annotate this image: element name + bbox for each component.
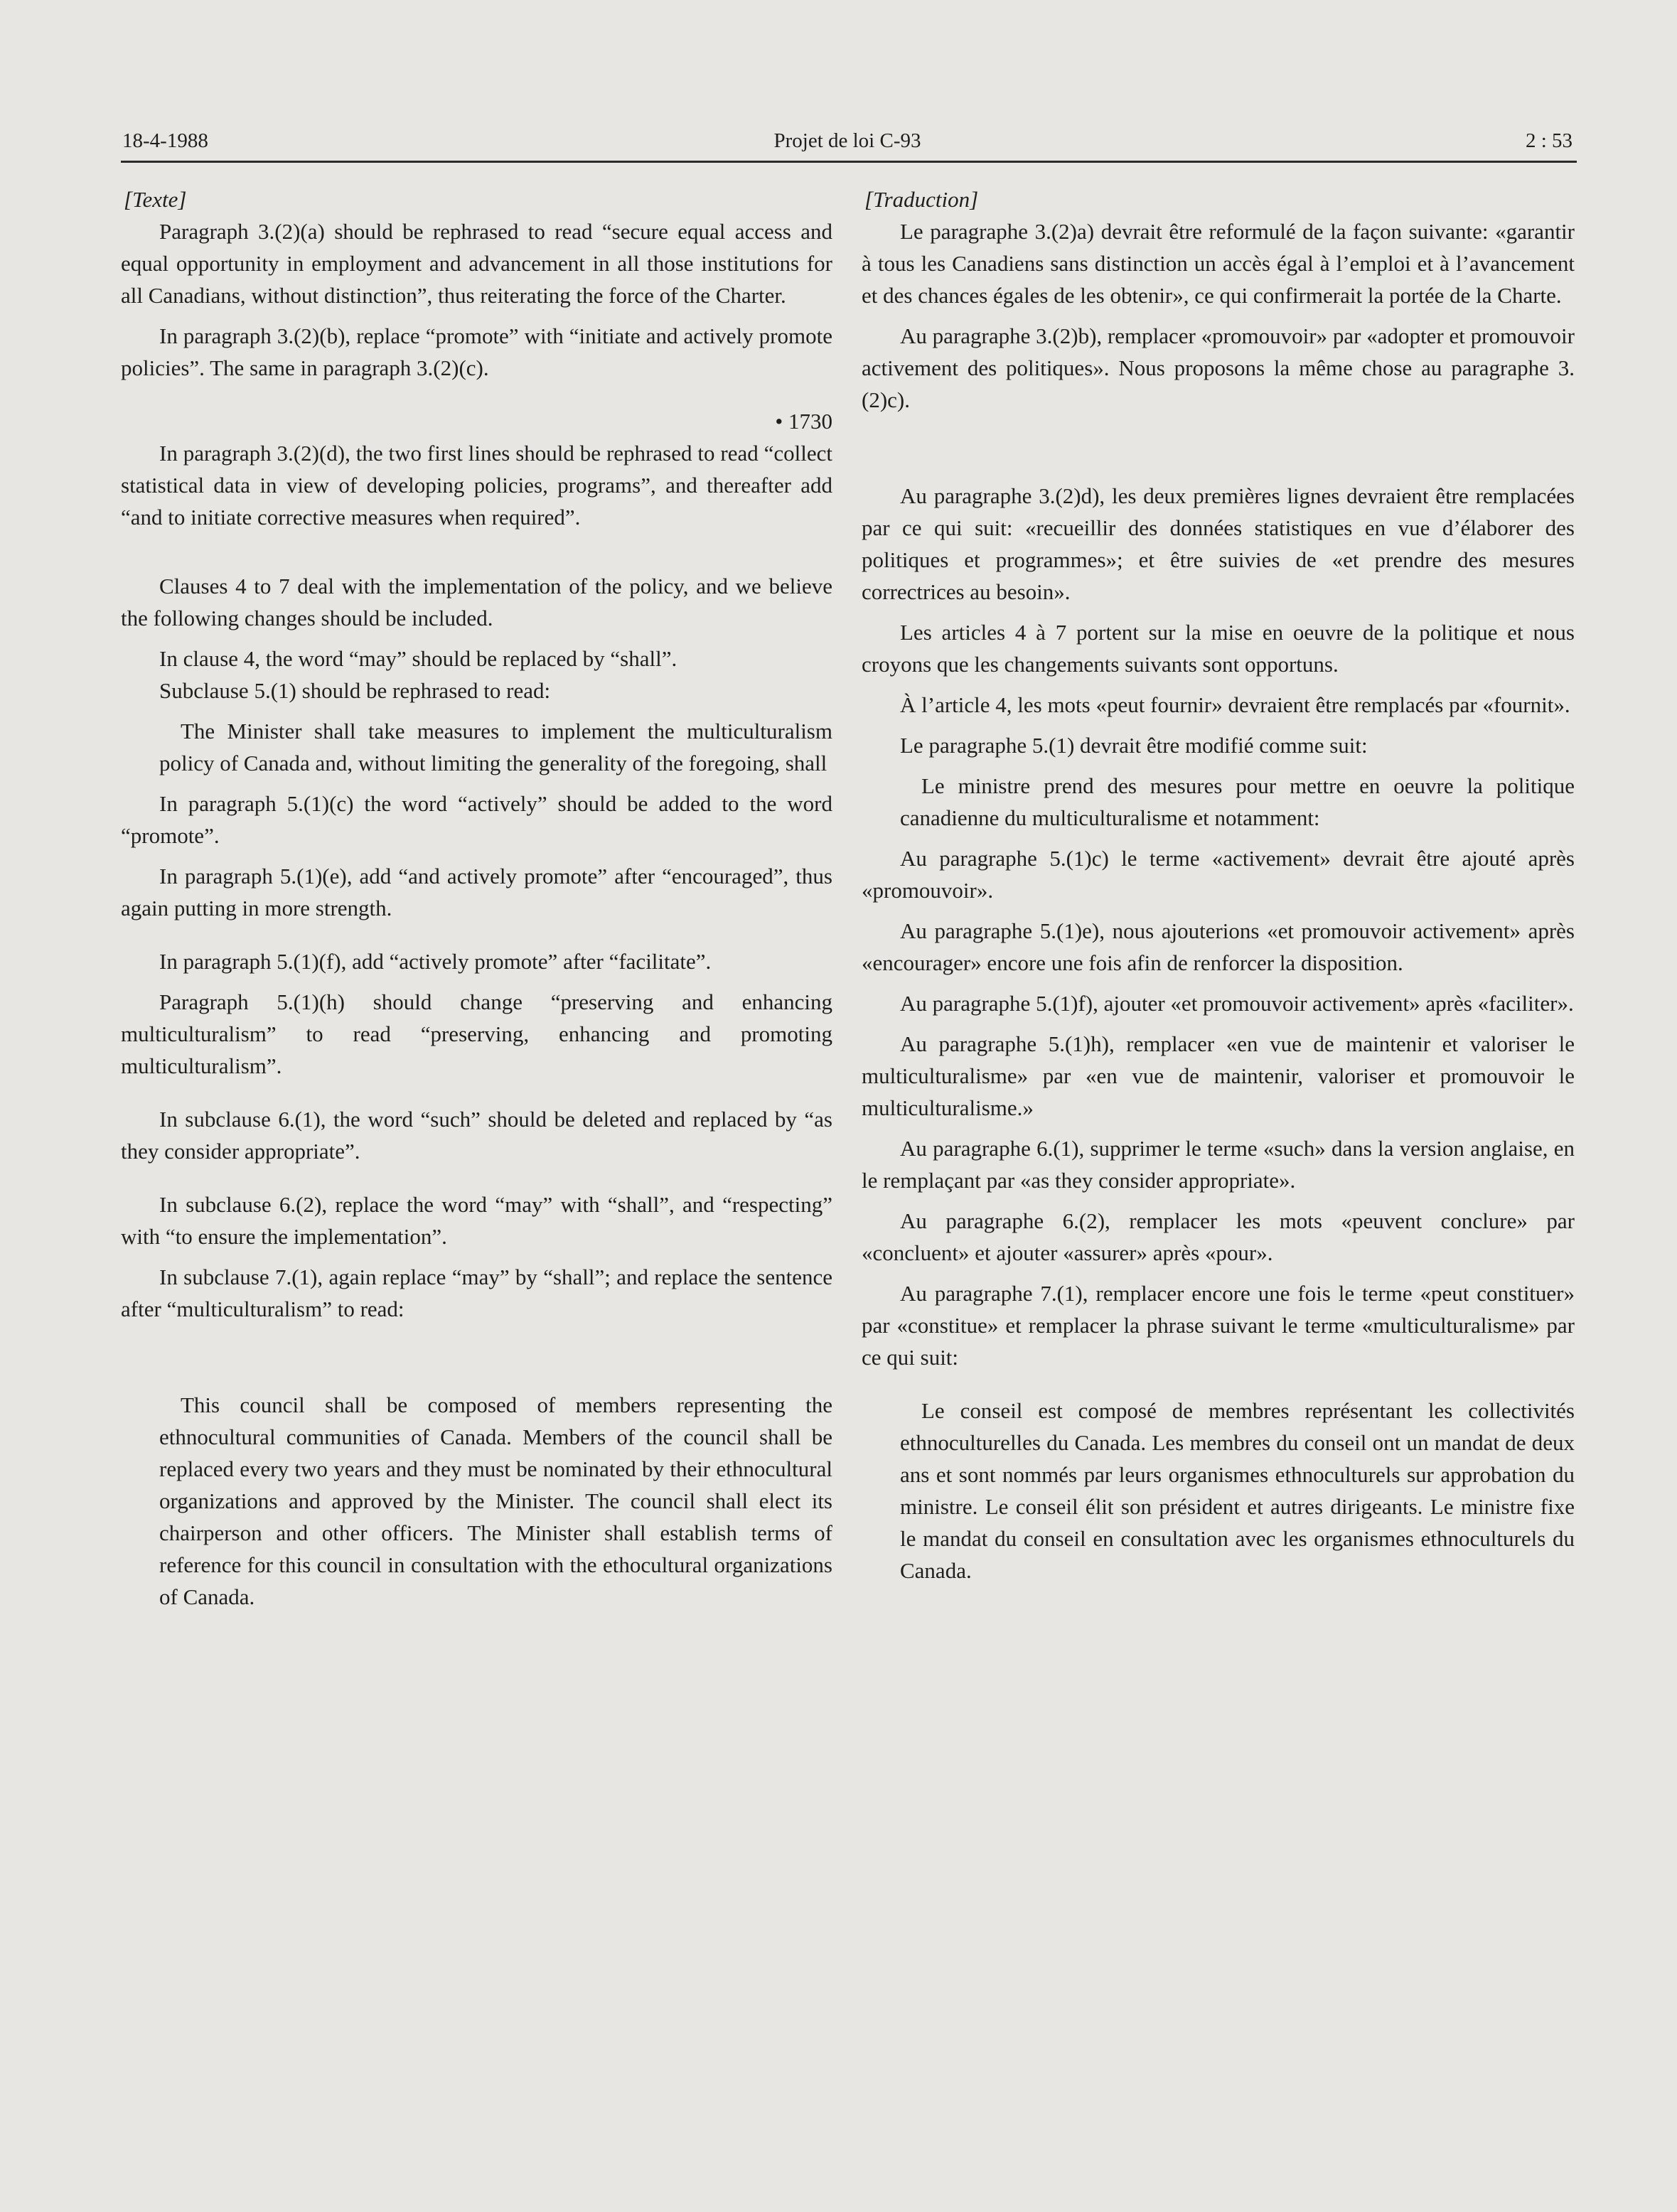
paragraph: In paragraph 5.(1)(c) the word “actively” should be added to the word “promote”. [121, 791, 832, 848]
paragraph: Au paragraphe 5.(1)h), remplacer «en vue de maintenir et valoriser le multiculturalisme» par «en vue de maintenir, valoriser et promouvoir le multiculturalisme.» [862, 1031, 1575, 1120]
paragraph: In clause 4, the word “may” should be replaced by “shall”. [159, 646, 677, 671]
header-rule [121, 161, 1577, 163]
paragraph: In subclause 7.(1), again replace “may” by “shall”; and replace the sentence after “multiculturalism” to read: [121, 1265, 832, 1321]
paragraph: Subclause 5.(1) should be rephrased to read: [159, 678, 551, 703]
paragraph: Au paragraphe 5.(1)c) le terme «activement» devrait être ajouté après «promouvoir». [862, 846, 1575, 903]
paragraph: À l’article 4, les mots «peut fournir» devraient être remplacés par «fournit». [900, 692, 1570, 717]
block-quote: The Minister shall take measures to implement the multiculturalism policy of Canada and, without limiting the generality of the foregoing, shall [159, 719, 832, 775]
paragraph: In subclause 6.(1), the word “such” should be deleted and replaced by “as they consider appropriate”. [121, 1107, 832, 1164]
paragraph: Paragraph 3.(2)(a) should be rephrased to read “secure equal access and equal opportunity in employment and advancement in all those institutions for all Canadians, without distinction”, thus reiterating the force of the Charter. [121, 219, 832, 308]
paragraph: In paragraph 5.(1)(f), add “actively promote” after “facilitate”. [159, 949, 712, 974]
header-date: 18-4-1988 [122, 129, 208, 152]
column-label: [Texte] [124, 187, 187, 212]
paragraph: In paragraph 3.(2)(b), replace “promote” with “initiate and actively promote policies”. The same in paragraph 3.(2)(c). [121, 323, 832, 380]
column-label: [Traduction] [864, 187, 979, 212]
paragraph: Au paragraphe 3.(2)d), les deux premières lignes devraient être remplacées par ce qui suit: «recueillir des données statistiques en vue d’élaborer des politiques et programmes»; et être suivies de «et prendre des mesures correctrices au besoin». [862, 483, 1575, 604]
paragraph: In paragraph 3.(2)(d), the two first lines should be rephrased to read “collect statistical data in view of developing policies, programs”, and thereafter add “and to initiate corrective measures when required”. [121, 441, 832, 530]
block-quote: This council shall be composed of members representing the ethnocultural communities of Canada. Members of the council shall be replaced every two years and they must be nominated by their ethnocultural organizations and approved by the Minister. The council shall elect its chairperson and other officers. The Minister shall establish terms of reference for this council in consultation with the ethocultural organizations of Canada. [159, 1392, 832, 1609]
paragraph: Le paragraphe 5.(1) devrait être modifié comme suit: [900, 733, 1368, 758]
french-column [862, 183, 1575, 1586]
paragraph: Au paragraphe 7.(1), remplacer encore une fois le terme «peut constituer» par «constitue» et remplacer la phrase suivant le terme «multiculturalisme» par ce qui suit: [862, 1281, 1575, 1370]
english-column [121, 183, 832, 1613]
paragraph: Les articles 4 à 7 portent sur la mise en oeuvre de la politique et nous croyons que les changements suivants sont opportuns. [862, 620, 1575, 677]
header-title: Projet de loi C-93 [773, 129, 921, 152]
header-page-number: 2 : 53 [1525, 129, 1572, 152]
paragraph: Au paragraphe 6.(2), remplacer les mots «peuvent conclure» par «concluent» et ajouter «assurer» après «pour». [862, 1208, 1575, 1265]
paragraph: Clauses 4 to 7 deal with the implementation of the policy, and we believe the following changes should be included. [121, 574, 832, 630]
paragraph: Au paragraphe 3.(2)b), remplacer «promouvoir» par «adopter et promouvoir activement des politiques». Nous proposons la même chose au paragraphe 3.(2)c). [862, 323, 1575, 412]
paragraph: In subclause 6.(2), replace the word “may” with “shall”, and “respecting” with “to ensure the implementation”. [121, 1192, 832, 1249]
paragraph: Au paragraphe 5.(1)f), ajouter «et promouvoir activement» après «faciliter». [900, 991, 1574, 1016]
page-header [122, 127, 1572, 159]
paragraph: In paragraph 5.(1)(e), add “and actively promote” after “encouraged”, thus again putting in more strength. [121, 864, 832, 920]
block-quote: Le conseil est composé de membres représentant les collectivités ethnoculturelles du Canada. Les membres du conseil ont un mandat de deux ans et sont nommés par leurs organismes ethnoculturels sur approbation du ministre. Le conseil élit son président et autres dirigeants. Le ministre fixe le mandat du conseil en consultation avec les organismes ethnoculturels du Canada. [900, 1398, 1575, 1583]
paragraph: Au paragraphe 5.(1)e), nous ajouterions «et promouvoir activement» après «encourager» encore une fois afin de renforcer la disposition. [862, 918, 1575, 975]
paragraph: Au paragraphe 6.(1), supprimer le terme «such» dans la version anglaise, en le remplaçant par «as they consider appropriate». [862, 1136, 1575, 1193]
block-quote: Le ministre prend des mesures pour mettre en oeuvre la politique canadienne du multiculturalisme et notamment: [900, 773, 1575, 830]
paragraph: Paragraph 5.(1)(h) should change “preserving and enhancing multiculturalism” to read “preserving, enhancing and promoting multiculturalism”. [121, 989, 832, 1078]
paragraph: Le paragraphe 3.(2)a) devrait être reformulé de la façon suivante: «garantir à tous les Canadiens sans distinction un accès égal à l’emploi et à l’avancement et des chances égales de les obtenir», ce qui confirmerait la portée de la Charte. [862, 219, 1575, 308]
time-marker: • 1730 [775, 409, 832, 434]
